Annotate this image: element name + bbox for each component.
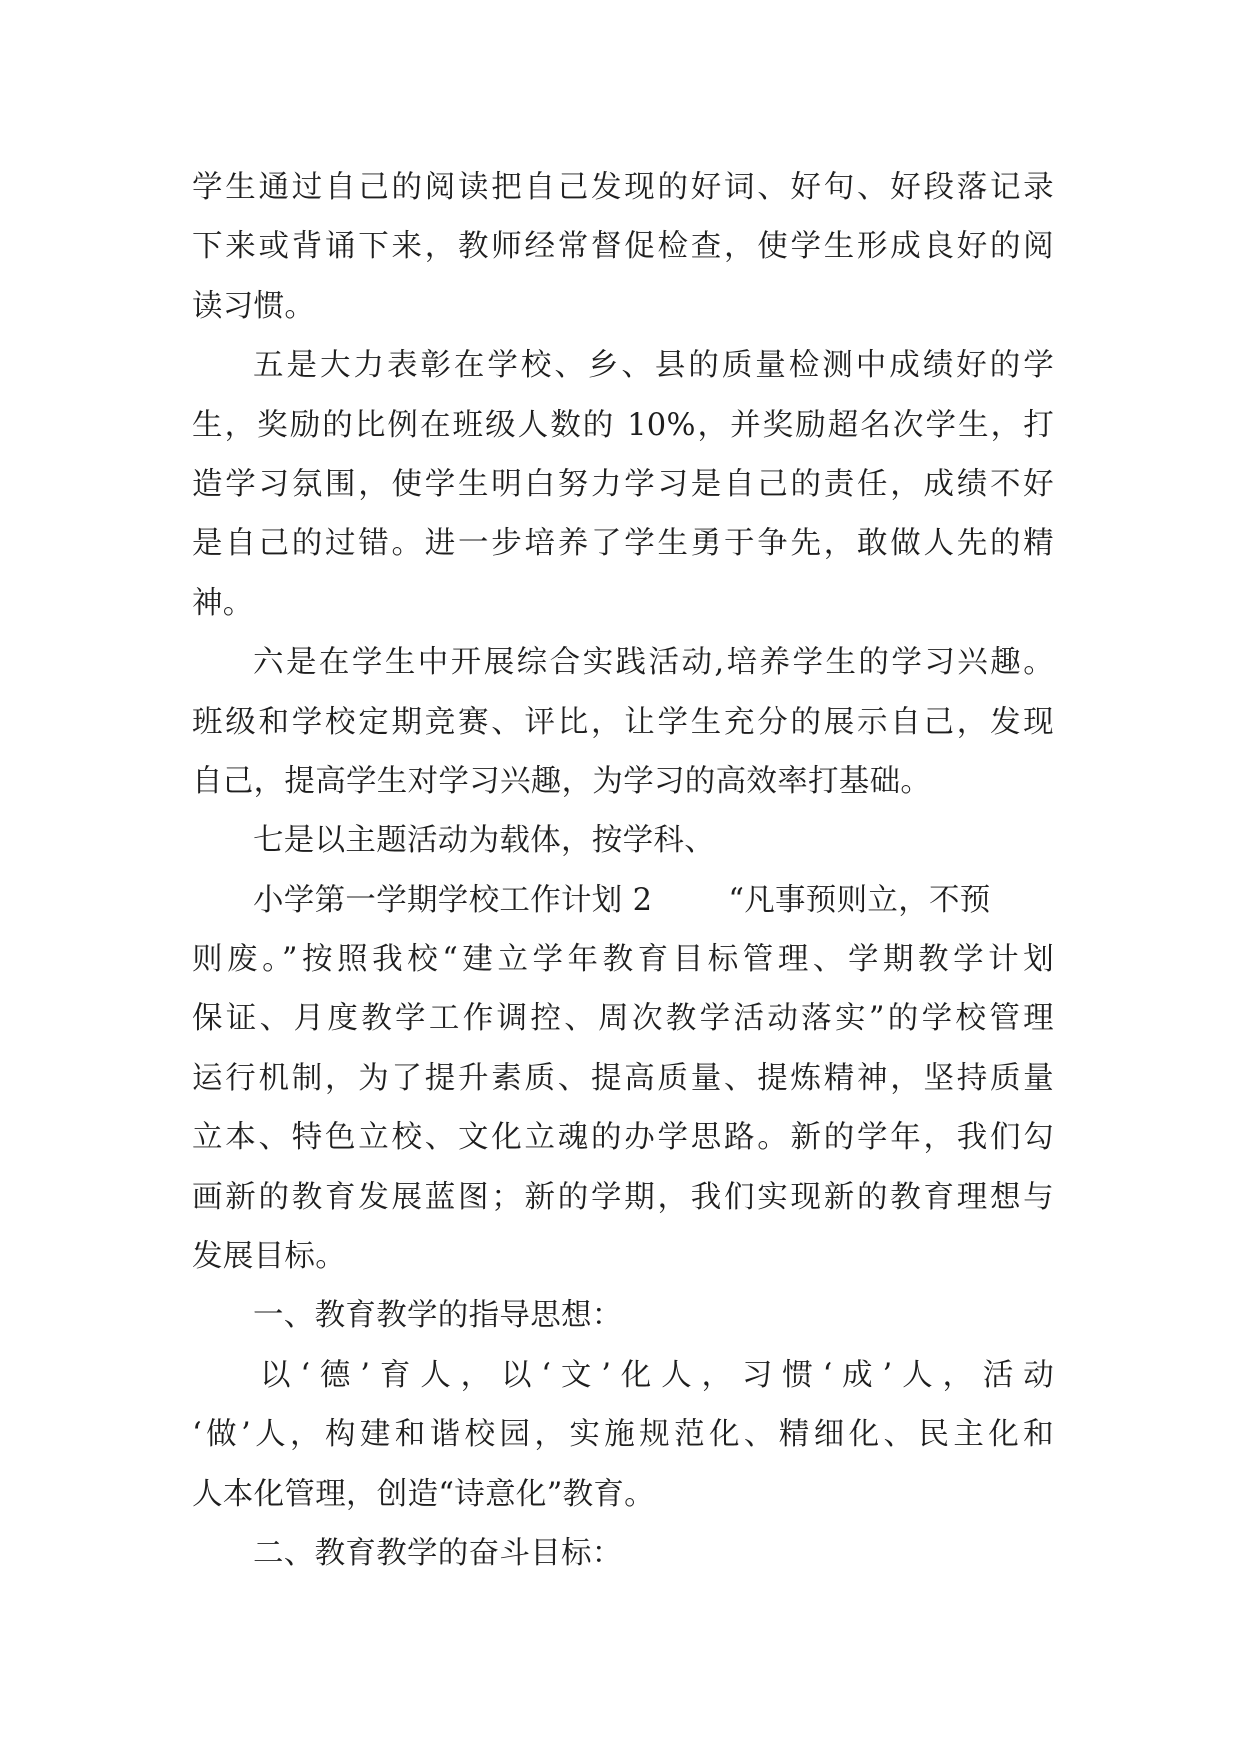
section-heading: 小学第一学期学校工作计划 2 <box>253 882 653 918</box>
text-line: 班级和学校定期竞赛、评比，让学生充分的展示自己，发现 <box>192 704 1054 740</box>
text-line: 发展目标。 <box>192 1239 346 1275</box>
quote-start: “凡事预则立，不预 <box>728 882 991 918</box>
text-line: 则废。”按照我校“建立学年教育目标管理、学期教学计划 <box>192 942 1054 978</box>
text-line: 是自己的过错。进一步培养了学生勇于争先，敢做人先的精 <box>192 526 1054 562</box>
text-line: 学生通过自己的阅读把自己发现的好词、好句、好段落记录 <box>192 170 1054 205</box>
text-line: 立本、特色立校、文化立魂的办学思路。新的学年，我们勾 <box>192 1120 1054 1156</box>
body-text <box>192 158 1054 1583</box>
text-line: 一、教育教学的指导思想： <box>253 1298 623 1334</box>
text-line: 人本化管理，创造“诗意化”教育。 <box>192 1476 655 1512</box>
text-line: 二、教育教学的奋斗目标： <box>253 1535 623 1571</box>
text-line: 运行机制，为了提升素质、提高质量、提炼精神，坚持质量 <box>192 1060 1054 1096</box>
text-line: 五是大力表彰在学校、乡、县的质量检测中成绩好的学 <box>253 348 1054 384</box>
text-line <box>192 871 1054 930</box>
text-line: 生，奖励的比例在班级人数的 10%，并奖励超名次学生，打 <box>192 407 1054 443</box>
text-line: 画新的教育发展蓝图；新的学期，我们实现新的教育理想与 <box>192 1179 1054 1215</box>
text-line: 神。 <box>192 585 254 621</box>
text-line: 自己，提高学生对学习兴趣，为学习的高效率打基础。 <box>192 763 932 799</box>
text-line: 七是以主题活动为载体，按学科、 <box>253 823 715 859</box>
text-line: 保证、月度教学工作调控、周次教学活动落实”的学校管理 <box>192 1001 1054 1037</box>
text-line: 以‘德’育人，以‘文’化人，习惯‘成’人，活动 <box>260 1357 1054 1393</box>
text-line: ‘做’人，构建和谐校园，实施规范化、精细化、民主化和 <box>192 1417 1054 1453</box>
text-line: 下来或背诵下来，教师经常督促检查，使学生形成良好的阅 <box>192 229 1054 265</box>
text-line: 六是在学生中开展综合实践活动,培养学生的学习兴趣。 <box>253 645 1054 681</box>
text-line: 造学习氛围，使学生明白努力学习是自己的责任，成绩不好 <box>192 466 1054 502</box>
text-line: 读习惯。 <box>192 288 316 324</box>
